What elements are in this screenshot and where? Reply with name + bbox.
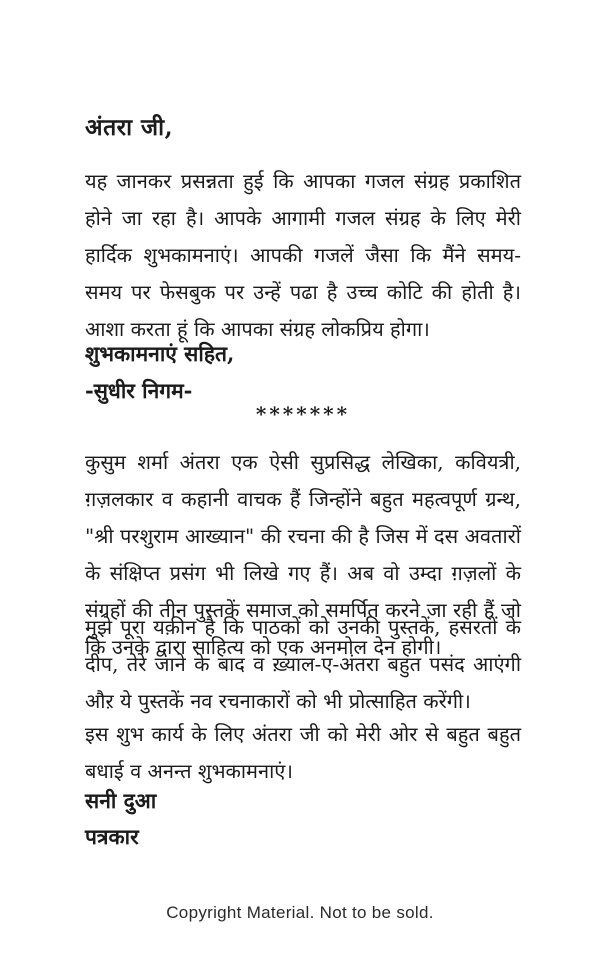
letter-salutation: अंतरा जी, <box>85 114 174 141</box>
tribute-paragraph-1: कुसुम शर्मा अंतरा एक ऐसी सुप्रसिद्ध लेखिका, कवियत्री, ग़ज़लकार व कहानी वाचक हैं जिन्होंने बहुत महत्वपूर्ण ग्रन्थ, "श्री परशुराम आख्यान" की रचना की है जिस में दस अवतारों के संक्षिप्त प्रसंग भी लिखे गए हैं। अब वो उम्दा ग़ज़लों के संग्रहों की तीन पुस्तकें समाज को समर्पित करने जा रही हैं जो कि उनके द्वारा साहित्य को एक अनमोल देन होगी। <box>85 450 521 659</box>
letter-body-paragraph: यह जानकर प्रसन्नता हुई कि आपका गजल संग्रह प्रकाशित होने जा रहा है। आपके आगामी गजल संग्रह के लिए मेरी हार्दिक शुभकामनाएं। आपकी गजलें जैसा कि मैंने समय-समय पर फेसबुक पर उन्हें पढा है उच्च कोटि की होती है। आशा करता हूं कि आपका संग्रह लोकप्रिय होगा। <box>85 169 521 341</box>
asterisk-separator: ******* <box>255 402 351 426</box>
letter-closing: शुभकामनाएं सहित, <box>85 341 235 366</box>
tribute-paragraph-2: मुझे पूरा यक़ीन है कि पाठकों को उनकी पुस्तकें, हसरतों के दीप, तेरे जाने के बाद व ख़्याल-ए-अंतरा बहुत पसंद आएंगी औऱ ये पुस्तकें नव रचनाकारों को भी प्रोत्साहित करेंगी। <box>85 615 521 713</box>
signature-title: पत्रकार <box>85 824 139 849</box>
copyright-notice: Copyright Material. Not to be sold. <box>166 903 434 922</box>
tribute-paragraph-3: इस शुभ कार्य के लिए अंतरा जी को मेरी ओर से बहुत बहुत बधाई व अनन्त शुभकामनाएं। <box>85 722 521 783</box>
signature-name: सनी दुआ <box>85 788 157 813</box>
letter-signer: -सुधीर निगम- <box>85 378 193 403</box>
